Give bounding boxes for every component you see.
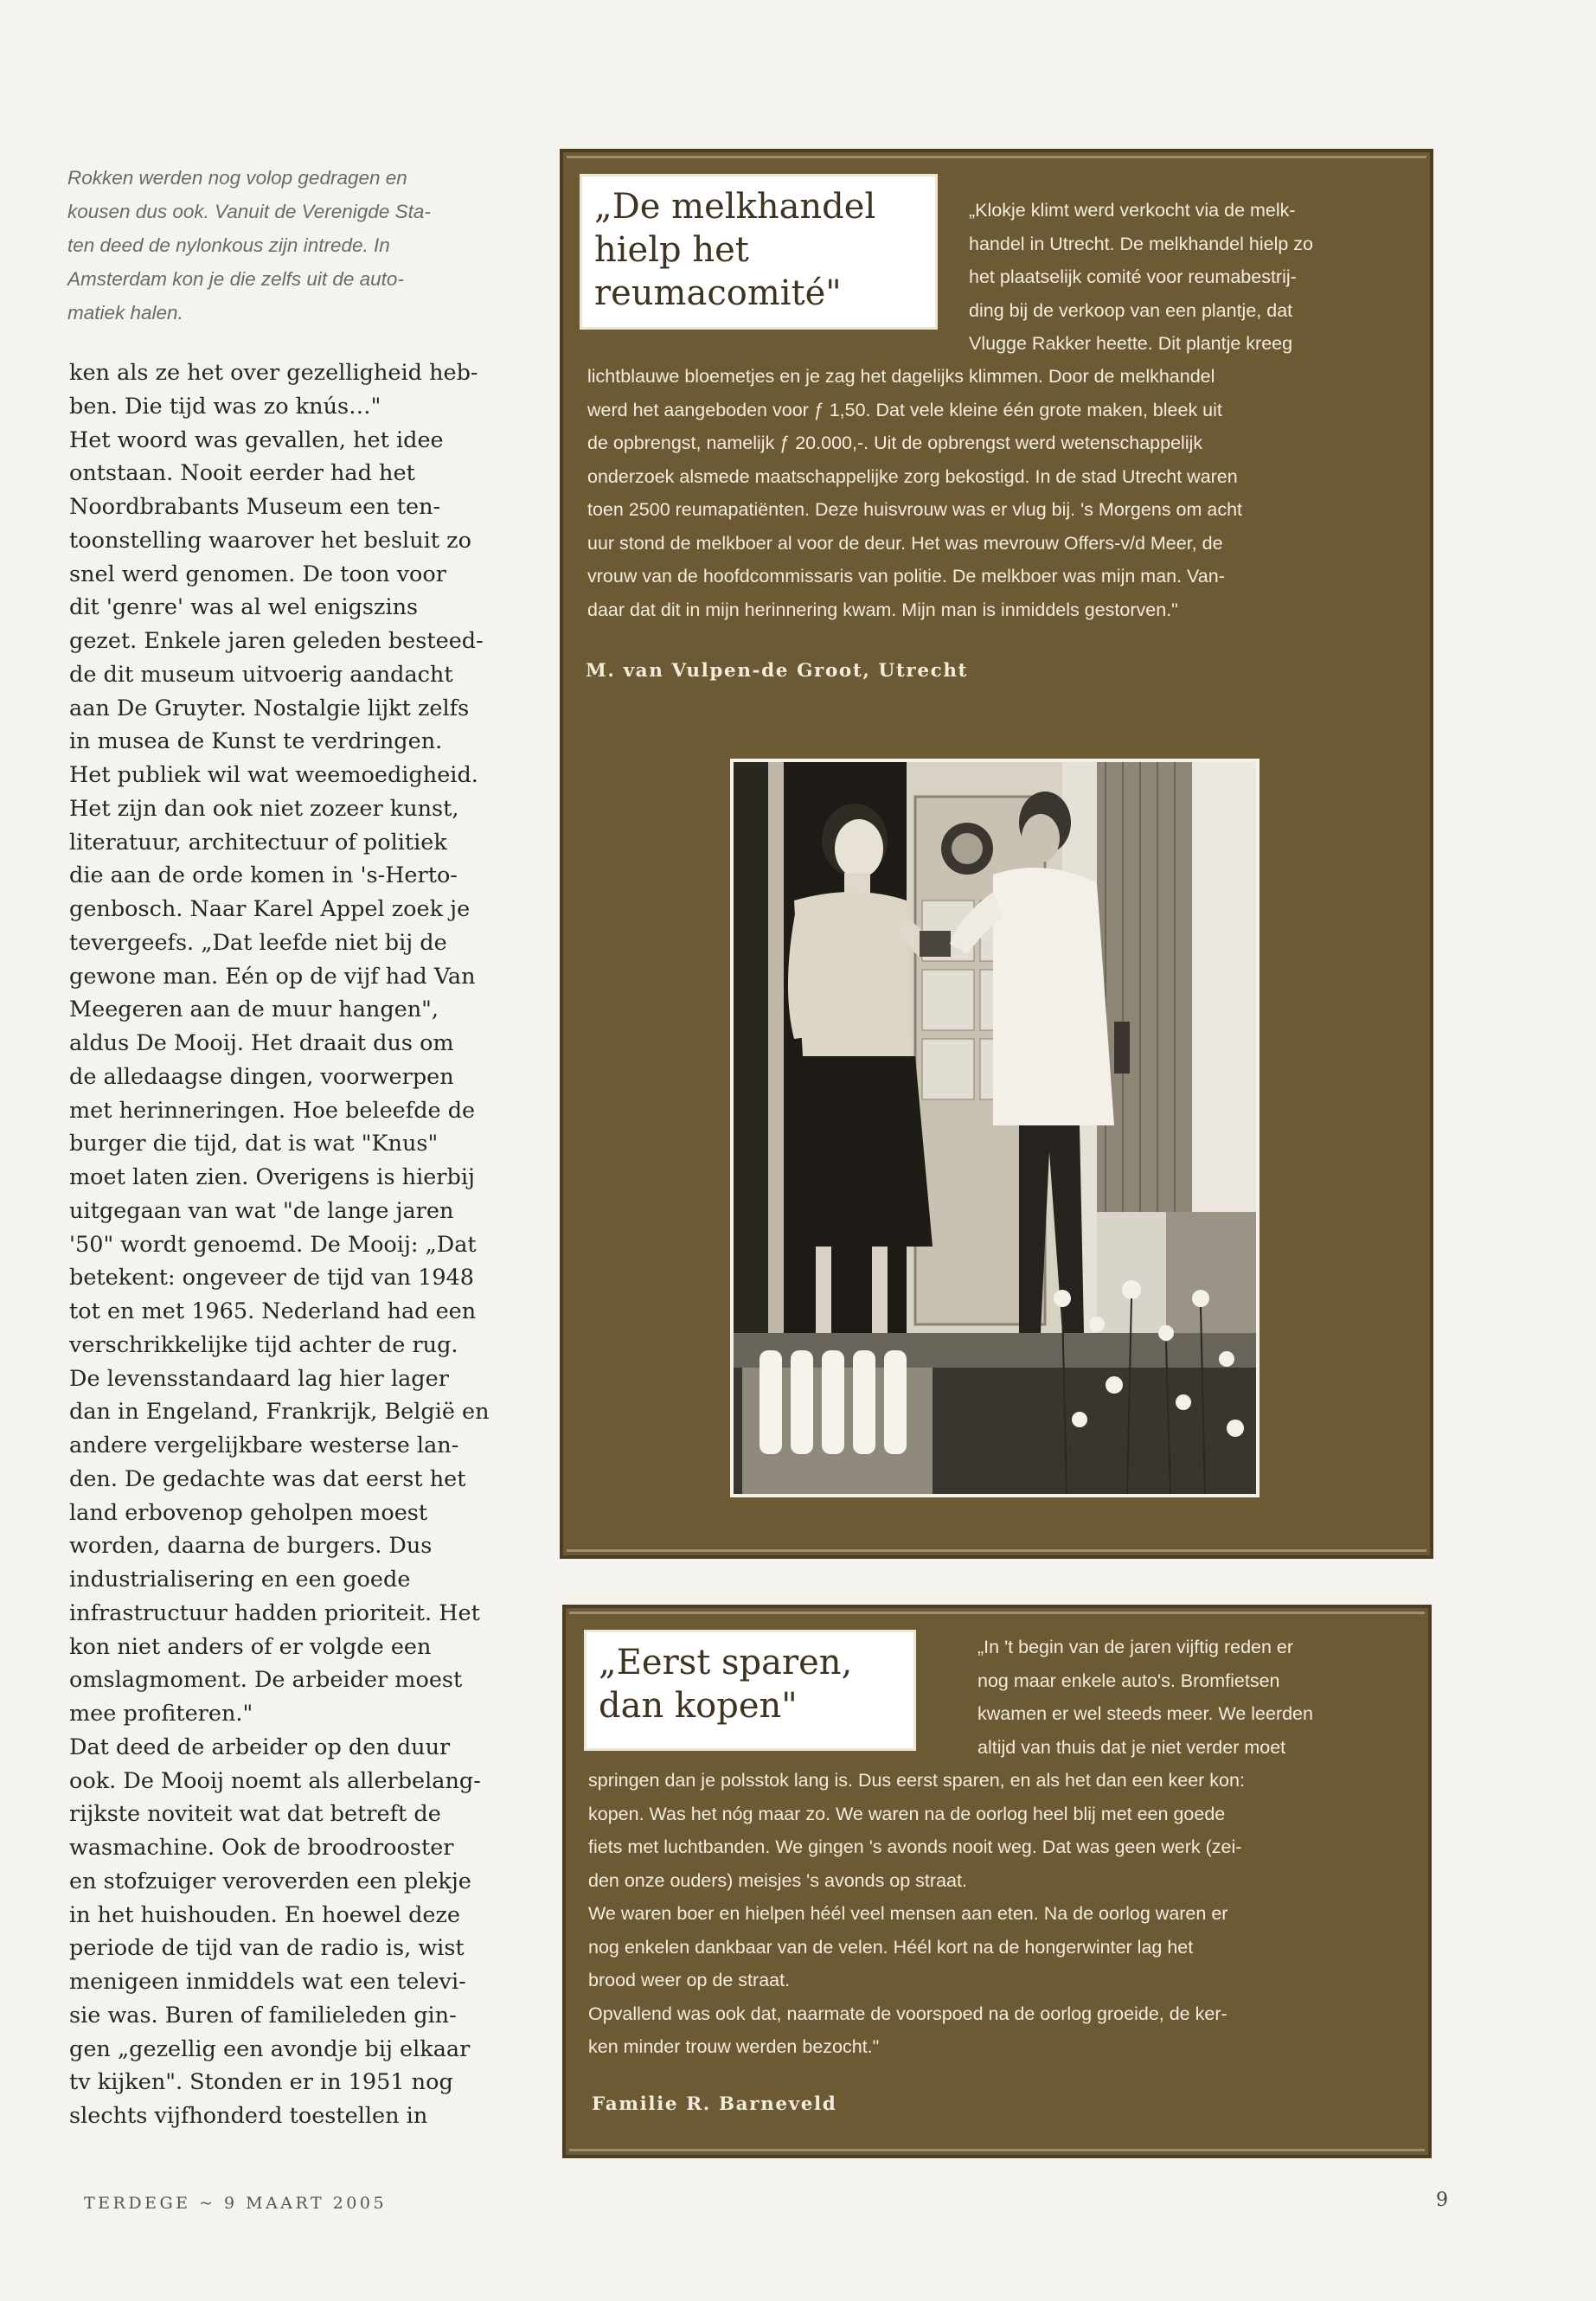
- body-line: tot en met 1965. Nederland had een: [69, 1298, 477, 1324]
- body-line: sie was. Buren of familieleden gin-: [69, 2002, 457, 2029]
- body-line: aan De Gruyter. Nostalgie lijkt zelfs: [69, 695, 470, 721]
- story-line: het plaatselijk comité voor reumabestrij-: [969, 266, 1297, 287]
- body-line: ken als ze het over gezelligheid heb-: [69, 360, 478, 386]
- box-signature: Familie R. Barneveld: [592, 2093, 837, 2115]
- body-line: snel werd genomen. De toon voor: [69, 561, 446, 587]
- body-line: die aan de orde komen in 's-Herto-: [69, 862, 458, 889]
- caption-line: Rokken werden nog volop gedragen en: [67, 167, 407, 189]
- body-line: Noordbrabants Museum een ten-: [69, 494, 441, 520]
- box-border-decoration: [569, 2149, 1425, 2151]
- box-story-intro: [977, 1631, 1313, 1764]
- story-line: nog maar enkele auto's. Bromfietsen: [977, 1670, 1280, 1691]
- body-line: De levensstandaard lag hier lager: [69, 1365, 449, 1392]
- story-line: ken minder trouw werden bezocht.": [588, 2036, 880, 2057]
- sidebar-box-sparen: [562, 1605, 1432, 2158]
- body-line: tv kijken". Stonden er in 1951 nog: [69, 2069, 453, 2096]
- headline-line: „Eerst sparen,: [599, 1643, 853, 1682]
- body-line: worden, daarna de burgers. Dus: [69, 1533, 433, 1560]
- article-body-column: [69, 356, 519, 2133]
- caption-line: matiek halen.: [67, 302, 183, 324]
- body-line: ben. Die tijd was zo knús…": [69, 393, 381, 420]
- story-line: fiets met luchtbanden. We gingen 's avonds nooit weg. Dat was geen werk (zei-: [588, 1836, 1242, 1857]
- body-line: toonstelling waarover het besluit zo: [69, 527, 471, 554]
- body-line: en stofzuiger veroverden een plekje: [69, 1868, 471, 1894]
- story-line: altijd van thuis dat je niet verder moet: [977, 1736, 1286, 1758]
- page-number: 9: [1436, 2189, 1448, 2211]
- headline-line: „De melkhandel: [594, 187, 876, 227]
- story-line: toen 2500 reumapatiënten. Deze huisvrouw was er vlug bij. 's Morgens om acht: [587, 499, 1243, 520]
- box-border-decoration: [569, 1612, 1425, 1614]
- story-line: handel in Utrecht. De melkhandel hielp zo: [969, 233, 1313, 254]
- story-line: de opbrengst, namelijk ƒ 20.000,-. Uit de opbrengst werd wetenschappelijk: [587, 433, 1203, 453]
- story-line: „Klokje klimt werd verkocht via de melk-: [969, 200, 1296, 221]
- body-line: uitgegaan van wat "de lange jaren: [69, 1197, 454, 1224]
- body-line: land erbovenop geholpen moest: [69, 1499, 428, 1526]
- headline-line: dan kopen": [599, 1686, 798, 1726]
- body-line: menigeen inmiddels wat een televi-: [69, 1969, 466, 1995]
- body-line: de alledaagse dingen, voorwerpen: [69, 1063, 454, 1090]
- box-story-body: [587, 360, 1242, 626]
- body-line: andere vergelijkbare westerse lan-: [69, 1433, 459, 1458]
- body-line: slechts vijfhonderd toestellen in: [69, 2103, 428, 2129]
- story-line: ding bij de verkoop van een plantje, dat: [969, 299, 1293, 321]
- body-line: genbosch. Naar Karel Appel zoek je: [69, 896, 471, 922]
- story-line: brood weer op de straat.: [588, 1970, 791, 1990]
- body-line: met herinneringen. Hoe beleefde de: [69, 1097, 476, 1124]
- body-line: tevergeefs. „Dat leefde niet bij de: [69, 929, 447, 956]
- headline-line: reumacomité": [594, 273, 842, 313]
- story-line: vrouw van de hoofdcommissaris van politie. De melkboer was mijn man. Van-: [587, 566, 1225, 586]
- body-line: ook. De Mooij noemt als allerbelang-: [69, 1767, 481, 1794]
- story-line: den onze ouders) meisjes 's avonds op straat.: [588, 1869, 967, 1891]
- box-signature: M. van Vulpen-de Groot, Utrecht: [586, 660, 969, 682]
- body-line: in het huishouden. En hoewel deze: [69, 1901, 461, 1928]
- body-line: dan in Engeland, Frankrijk, België en: [69, 1399, 490, 1426]
- milkman-photo: [730, 759, 1259, 1497]
- body-line: burger die tijd, dat is wat "Knus": [69, 1131, 439, 1157]
- milkman-photo-illustration: [734, 762, 1256, 1494]
- body-line: infrastructuur hadden prioriteit. Het: [69, 1599, 480, 1626]
- body-line: Dat deed de arbeider op den duur: [69, 1734, 451, 1760]
- caption-line: kousen dus ook. Vanuit de Verenigde Sta-: [67, 201, 431, 222]
- story-line: We waren boer en hielpen héél veel mensen aan eten. Na de oorlog waren er: [588, 1903, 1228, 1924]
- story-line: kopen. Was het nóg maar zo. We waren na de oorlog heel blij met een goede: [588, 1803, 1226, 1824]
- body-line: literatuur, architectuur of politiek: [69, 829, 447, 856]
- box-border-decoration: [567, 1549, 1426, 1552]
- story-line: „In 't begin van de jaren vijftig reden er: [977, 1637, 1294, 1657]
- box-story-body: [588, 1764, 1245, 2064]
- box-story-intro: [969, 194, 1313, 361]
- story-line: nog enkelen dankbaar van de velen. Héél kort na de hongerwinter lag het: [588, 1936, 1194, 1958]
- body-line: Meegeren aan de muur hangen",: [69, 997, 439, 1023]
- body-line: Het zijn dan ook niet zozeer kunst,: [69, 795, 459, 822]
- body-line: Het publiek wil wat weemoedigheid.: [69, 762, 478, 788]
- box-headline: [586, 1632, 913, 1748]
- body-line: industrialisering en een goede: [69, 1567, 411, 1593]
- story-line: Vlugge Rakker heette. Dit plantje kreeg: [969, 333, 1293, 354]
- body-line: periode de tijd van de radio is, wist: [69, 1935, 465, 1962]
- caption-line: Amsterdam kon je die zelfs uit de auto-: [67, 268, 404, 290]
- story-line: werd het aangeboden voor ƒ 1,50. Dat vele kleine één grote maken, bleek uit: [587, 399, 1222, 420]
- story-line: uur stond de melkboer al voor de deur. Het was mevrouw Offers-v/d Meer, de: [587, 532, 1223, 554]
- story-line: springen dan je polsstok lang is. Dus eerst sparen, en als het dan een keer kon:: [588, 1770, 1245, 1791]
- body-line: gewone man. Eén op de vijf had Van: [69, 963, 476, 990]
- photo-caption: [67, 161, 504, 330]
- body-line: omslagmoment. De arbeider moest: [69, 1667, 463, 1694]
- body-line: '50" wordt genoemd. De Mooij: „Dat: [69, 1231, 477, 1258]
- body-line: mee profiteren.": [69, 1701, 253, 1727]
- caption-line: ten deed de nylonkous zijn intrede. In: [67, 234, 390, 256]
- body-line: den. De gedachte was dat eerst het: [69, 1465, 466, 1492]
- story-line: kwamen er wel steeds meer. We leerden: [977, 1703, 1313, 1724]
- body-line: wasmachine. Ook de broodrooster: [69, 1835, 454, 1861]
- sidebar-box-melkhandel: [560, 149, 1433, 1559]
- body-line: moet laten zien. Overigens is hierbij: [69, 1164, 475, 1190]
- body-line: kon niet anders of er volgde een: [69, 1633, 432, 1660]
- body-line: ontstaan. Nooit eerder had het: [69, 460, 415, 487]
- box-border-decoration: [567, 156, 1426, 158]
- body-line: de dit museum uitvoerig aandacht: [69, 661, 453, 688]
- body-line: dit 'genre' was al wel enigszins: [69, 594, 419, 621]
- body-line: gezet. Enkele jaren geleden besteed-: [69, 628, 484, 654]
- body-line: rijkste noviteit wat dat betreft de: [69, 1801, 441, 1828]
- body-line: gen „gezellig een avondje bij elkaar: [69, 2035, 471, 2062]
- body-line: Het woord was gevallen, het idee: [69, 426, 444, 453]
- footer-publication: TERDEGE ~ 9 MAART 2005: [84, 2194, 388, 2213]
- story-line: daar dat dit in mijn herinnering kwam. Mijn man is inmiddels gestorven.": [587, 599, 1178, 620]
- body-line: verschrikkelijke tijd achter de rug.: [69, 1331, 458, 1358]
- body-line: aldus De Mooij. Het draait dus om: [69, 1030, 454, 1056]
- headline-line: hielp het: [594, 230, 749, 270]
- box-headline: [582, 176, 935, 327]
- story-line: onderzoek alsmede maatschappelijke zorg bekostigd. In de stad Utrecht waren: [587, 465, 1238, 487]
- story-line: lichtblauwe bloemetjes en je zag het dagelijks klimmen. Door de melkhandel: [587, 366, 1215, 387]
- body-line: in musea de Kunst te verdringen.: [69, 728, 443, 755]
- story-line: Opvallend was ook dat, naarmate de voorspoed na de oorlog groeide, de ker-: [588, 2003, 1227, 2024]
- body-line: betekent: ongeveer de tijd van 1948: [69, 1265, 475, 1292]
